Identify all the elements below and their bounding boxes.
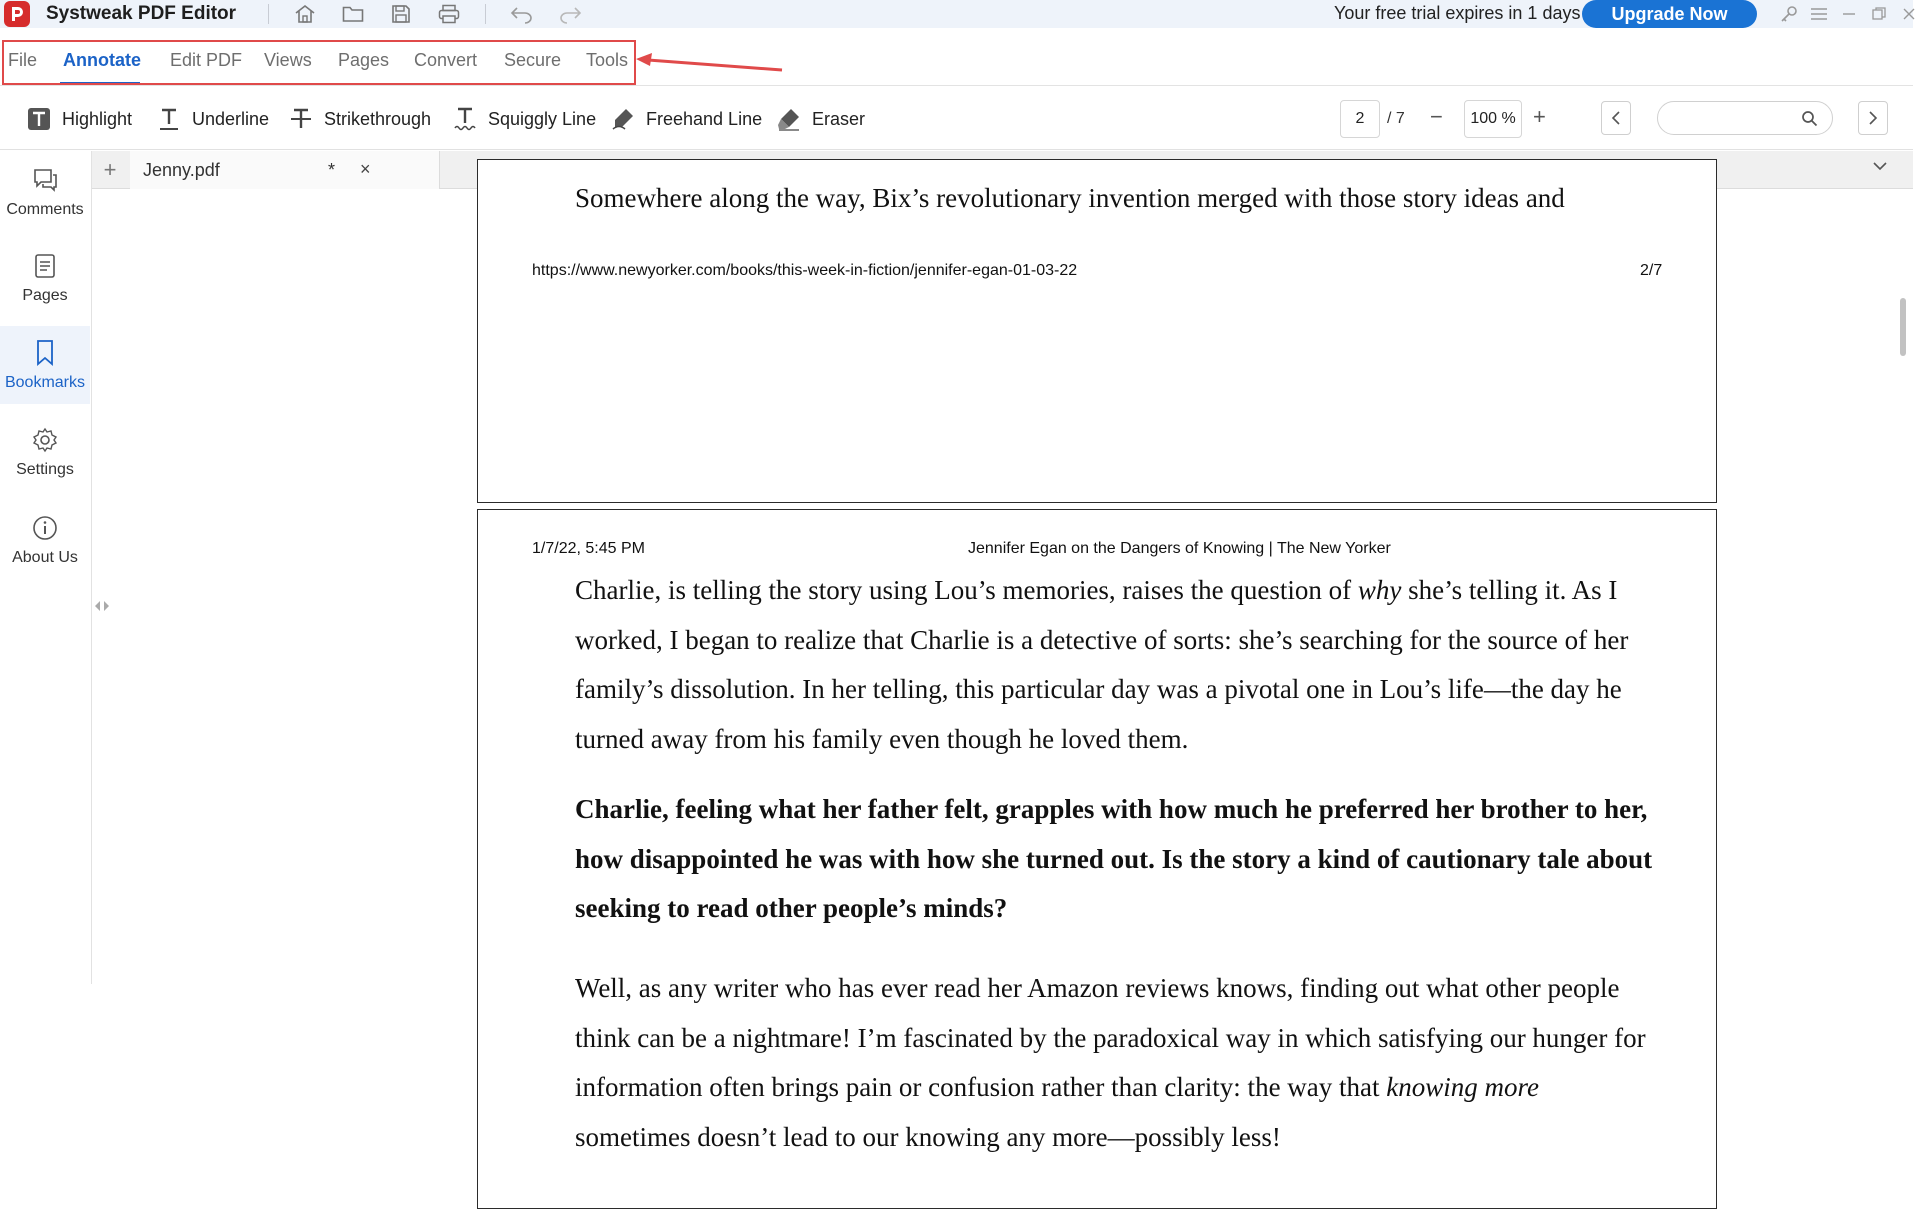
- strikethrough-icon: [288, 106, 314, 132]
- paragraph-2: Well, as any writer who has ever read her Amazon reviews knows, finding out what other people think can be a nightmare! I’m fascinated by the paradoxical way in which satisfying our hunger for information often brings pain or confusion rather than clarity: the way that knowing more sometimes doesn’t lead to our knowing any more—possibly less!: [575, 973, 1646, 1152]
- page-footer-number: 2/7: [1640, 262, 1663, 279]
- menu-tools[interactable]: Tools: [586, 50, 629, 70]
- chevron-left-icon: [1611, 110, 1621, 126]
- sidebar-splitter-handle[interactable]: [92, 598, 112, 614]
- annotation-arrow: [634, 52, 784, 76]
- search-input[interactable]: [1672, 108, 1782, 130]
- sidebar-item-settings[interactable]: Settings: [0, 413, 90, 491]
- menu-convert[interactable]: Convert: [414, 50, 478, 70]
- next-result-button[interactable]: [1858, 101, 1888, 135]
- menu-annotate[interactable]: Annotate: [63, 50, 141, 70]
- pages-icon: [30, 251, 60, 281]
- freehand-icon: [610, 106, 636, 132]
- eraser-tool[interactable]: Eraser: [776, 106, 865, 132]
- print-icon[interactable]: [425, 0, 473, 28]
- underline-tool[interactable]: Underline: [156, 106, 269, 132]
- left-sidebar: [0, 151, 92, 984]
- eraser-icon: [776, 106, 802, 132]
- previous-result-button[interactable]: [1601, 101, 1631, 135]
- redo-icon[interactable]: [546, 0, 594, 28]
- page-footer-url: https://www.newyorker.com/books/this-week-in-fiction/jennifer-egan-01-03-22: [532, 262, 1078, 279]
- pdf-page-2: [477, 159, 1717, 503]
- sidebar-item-bookmarks[interactable]: Bookmarks: [0, 326, 90, 404]
- freehand-tool[interactable]: Freehand Line: [610, 106, 762, 132]
- chevron-down-icon[interactable]: [1872, 159, 1888, 177]
- app-logo: [2, 0, 32, 28]
- save-icon[interactable]: [377, 0, 425, 28]
- highlight-tool[interactable]: Highlight: [26, 106, 132, 132]
- vertical-scrollbar[interactable]: [1900, 298, 1906, 356]
- title-bar: [0, 0, 1913, 28]
- tab-filename: Jenny.pdf: [143, 160, 220, 180]
- search-icon[interactable]: [1801, 110, 1818, 132]
- page-header-date: 1/7/22, 5:45 PM: [532, 540, 645, 557]
- menu-views[interactable]: Views: [264, 50, 312, 70]
- tab-modified-indicator: *: [328, 160, 336, 180]
- tab-close-icon[interactable]: ×: [360, 159, 371, 179]
- menu-file[interactable]: File: [8, 50, 38, 70]
- key-icon[interactable]: [1778, 3, 1800, 25]
- menu-edit-pdf[interactable]: Edit PDF: [170, 50, 243, 70]
- menu-secure[interactable]: Secure: [504, 50, 562, 70]
- menu-highlight-annotation: [2, 40, 636, 85]
- restore-icon[interactable]: [1868, 3, 1890, 25]
- menu-icon[interactable]: [1808, 3, 1830, 25]
- home-icon[interactable]: [281, 0, 329, 28]
- strikethrough-tool[interactable]: Strikethrough: [288, 106, 431, 132]
- close-icon[interactable]: [1898, 3, 1920, 25]
- search-box[interactable]: [1657, 101, 1833, 135]
- upgrade-now-button[interactable]: Upgrade Now: [1582, 0, 1757, 28]
- minimize-icon[interactable]: [1838, 3, 1860, 25]
- paragraph-1: Charlie, is telling the story using Lou’s memories, raises the question of why she’s telling it. As I worked, I began to realize that Charlie is a detective of sorts: she’s searching for the source of her family’s dissolution. In her telling, this particular day was a pivotal one in Lou’s life—the day he turned away from his family even though he loved them.: [575, 575, 1629, 754]
- current-page-input[interactable]: 2: [1340, 100, 1380, 138]
- menu-pages[interactable]: Pages: [338, 50, 390, 70]
- zoom-level-input[interactable]: 100 %: [1464, 100, 1522, 138]
- sidebar-item-about[interactable]: About Us: [0, 501, 90, 579]
- app-title: Systweak PDF Editor: [46, 3, 237, 24]
- pdf-page-3: [477, 509, 1717, 1209]
- page-header-title: Jennifer Egan on the Dangers of Knowing | The New Yorker: [968, 540, 1391, 557]
- page-text-line: Somewhere along the way, Bix’s revolutionary invention merged with those story ideas and: [575, 183, 1565, 213]
- squiggly-icon: [452, 106, 478, 132]
- document-viewer[interactable]: [92, 183, 1902, 1152]
- zoom-in-icon[interactable]: +: [1533, 104, 1546, 129]
- trial-notice: Your free trial expires in 1 days: [1334, 3, 1581, 23]
- undo-icon[interactable]: [498, 0, 546, 28]
- highlight-icon: [26, 106, 52, 132]
- interview-question: Charlie, feeling what her father felt, grapples with how much he preferred her brother to her, how disappointed he was with how she turned out. Is the story a kind of cautionary tale about seeking to read other people’s minds?: [575, 794, 1653, 923]
- total-pages: / 7: [1387, 110, 1405, 127]
- info-icon: [30, 513, 60, 543]
- comments-icon: [30, 165, 60, 195]
- squiggly-tool[interactable]: Squiggly Line: [452, 106, 596, 132]
- zoom-out-icon[interactable]: −: [1430, 104, 1443, 129]
- underline-icon: [156, 106, 182, 132]
- document-tab[interactable]: [130, 151, 440, 189]
- folder-icon[interactable]: [329, 0, 377, 28]
- new-tab-button[interactable]: +: [103, 157, 117, 182]
- chevron-right-icon: [1868, 110, 1878, 126]
- gear-icon: [30, 425, 60, 455]
- sidebar-item-comments[interactable]: Comments: [0, 153, 90, 231]
- sidebar-item-pages[interactable]: Pages: [0, 239, 90, 317]
- bookmark-icon: [30, 338, 60, 368]
